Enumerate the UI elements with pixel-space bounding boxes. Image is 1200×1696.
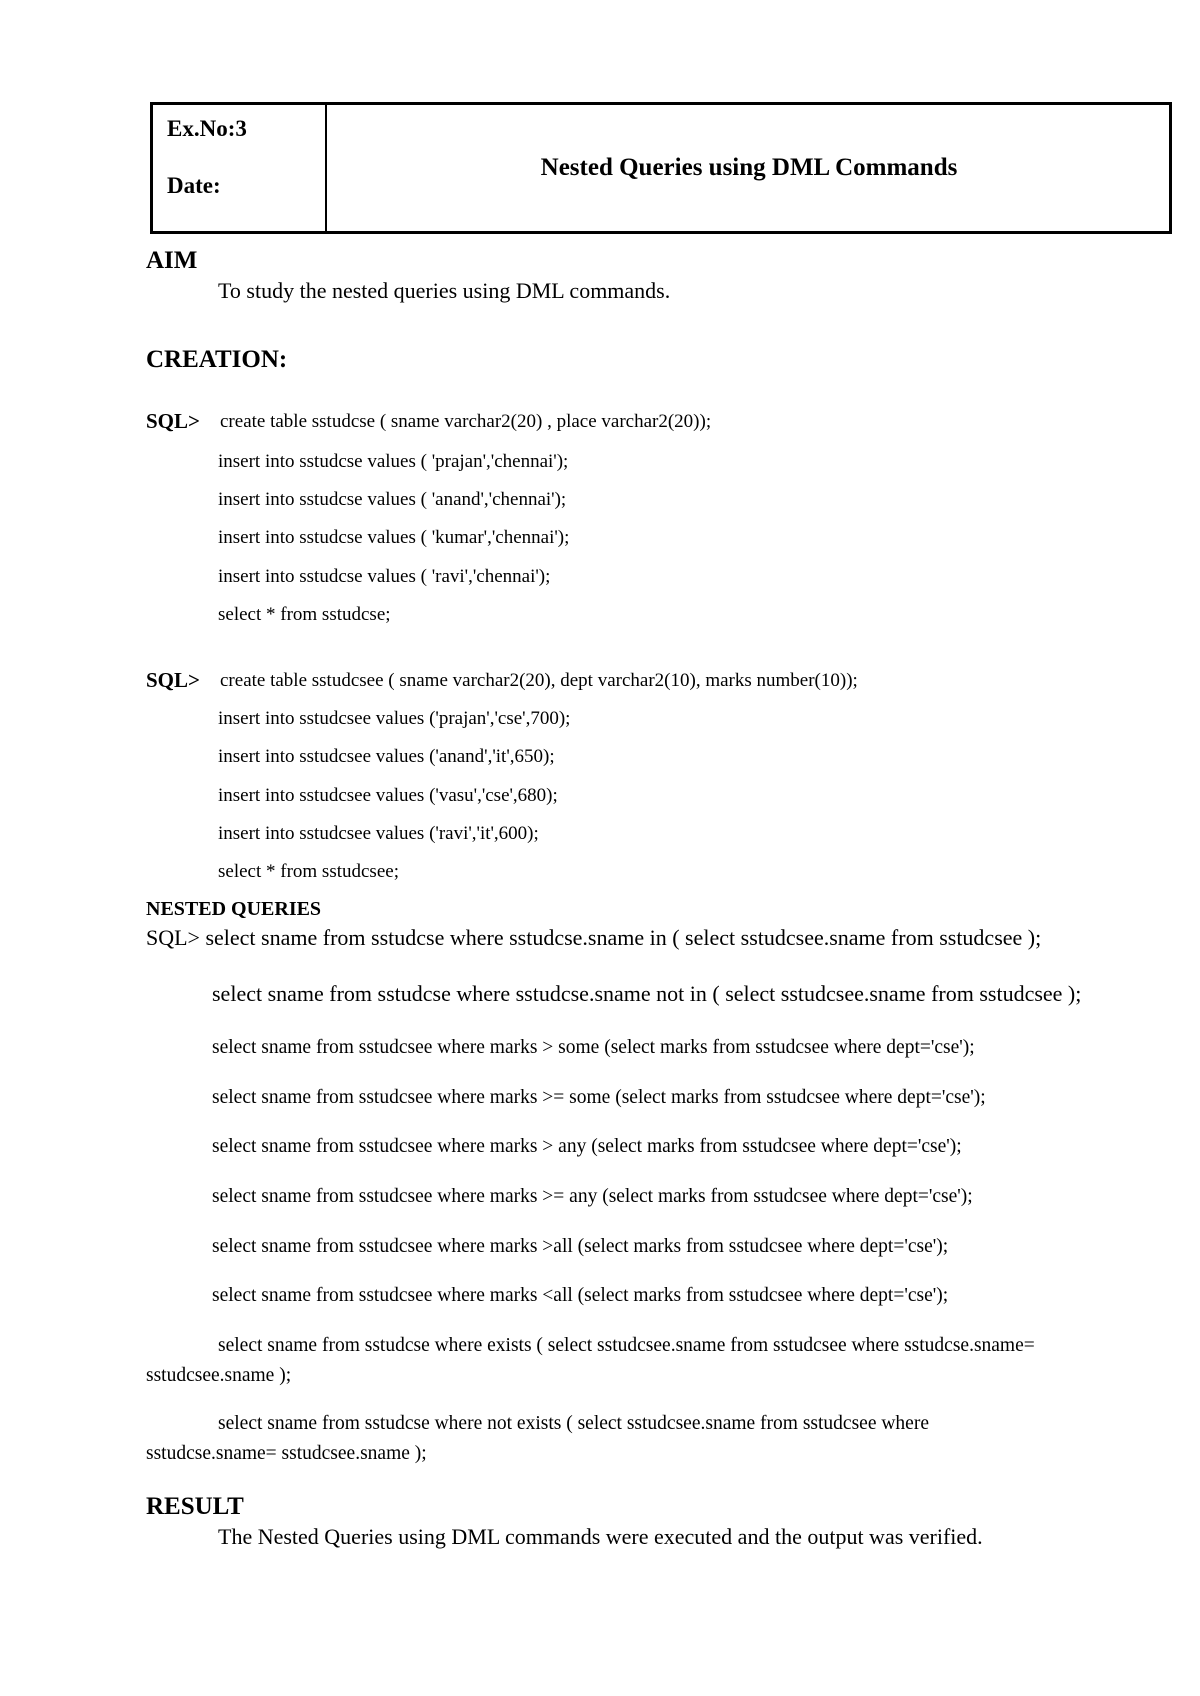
header-box — [150, 102, 1172, 234]
result-heading: RESULT — [146, 1493, 244, 1520]
nested-query-not-exists-cont: sstudcse.sname= sstudcsee.sname ); — [146, 1443, 427, 1464]
nested-query: select sname from sstudcsee where marks >= some (select marks from sstudcsee where dept='cse'); — [212, 1087, 986, 1108]
nested-query-in: SQL> select sname from sstudcse where sstudcse.sname in ( select sstudcsee.sname from sstudcsee ); — [146, 925, 1042, 950]
nested-queries-heading: NESTED QUERIES — [146, 898, 322, 920]
sql-prompt-2: SQL> — [146, 668, 200, 692]
sql-line: select * from sstudcsee; — [218, 861, 399, 882]
exercise-number: Ex.No:3 — [167, 116, 247, 141]
nested-query-exists-cont: sstudcsee.sname ); — [146, 1365, 292, 1386]
date-label: Date: — [167, 173, 221, 198]
header-divider — [325, 105, 327, 231]
sql-line: insert into sstudcse values ( 'prajan','chennai'); — [218, 451, 569, 472]
sql-prompt-1: SQL> — [146, 409, 200, 433]
sql-line: insert into sstudcsee values ('prajan','cse',700); — [218, 708, 571, 729]
create-table-sstudcse: create table sstudcse ( sname varchar2(20) , place varchar2(20)); — [220, 411, 712, 432]
creation-heading: CREATION: — [146, 346, 288, 373]
aim-text: To study the nested queries using DML commands. — [218, 278, 671, 303]
nested-query: select sname from sstudcsee where marks <all (select marks from sstudcsee where dept='cse'); — [212, 1285, 949, 1306]
nested-query: select sname from sstudcsee where marks > any (select marks from sstudcsee where dept='cse'); — [212, 1136, 962, 1157]
sql-line: insert into sstudcsee values ('vasu','cse',680); — [218, 785, 558, 806]
sql-line: insert into sstudcse values ( 'ravi','chennai'); — [218, 566, 551, 587]
sql-line: insert into sstudcse values ( 'kumar','chennai'); — [218, 527, 570, 548]
sql-line: insert into sstudcsee values ('ravi','it',600); — [218, 823, 539, 844]
result-text: The Nested Queries using DML commands were executed and the output was verified. — [218, 1524, 983, 1549]
page-title: Nested Queries using DML Commands — [540, 154, 958, 181]
sql-line: select * from sstudcse; — [218, 604, 391, 625]
aim-heading: AIM — [146, 247, 198, 274]
nested-query-not-exists: select sname from sstudcse where not exists ( select sstudcsee.sname from sstudcsee where — [218, 1413, 929, 1434]
nested-query: select sname from sstudcsee where marks > some (select marks from sstudcsee where dept='cse'); — [212, 1037, 975, 1058]
sql-line: insert into sstudcsee values ('anand','it',650); — [218, 746, 555, 767]
nested-query-exists: select sname from sstudcse where exists ( select sstudcsee.sname from sstudcsee where sstudcse.sname= — [218, 1335, 1035, 1356]
nested-query-not-in: select sname from sstudcse where sstudcse.sname not in ( select sstudcsee.sname from sstudcsee ); — [212, 981, 1082, 1006]
nested-query: select sname from sstudcsee where marks >= any (select marks from sstudcsee where dept='cse'); — [212, 1186, 973, 1207]
create-table-sstudcsee: create table sstudcsee ( sname varchar2(20), dept varchar2(10), marks number(10)); — [220, 670, 858, 691]
nested-query: select sname from sstudcsee where marks >all (select marks from sstudcsee where dept='cse'); — [212, 1236, 949, 1257]
sql-line: insert into sstudcse values ( 'anand','chennai'); — [218, 489, 567, 510]
